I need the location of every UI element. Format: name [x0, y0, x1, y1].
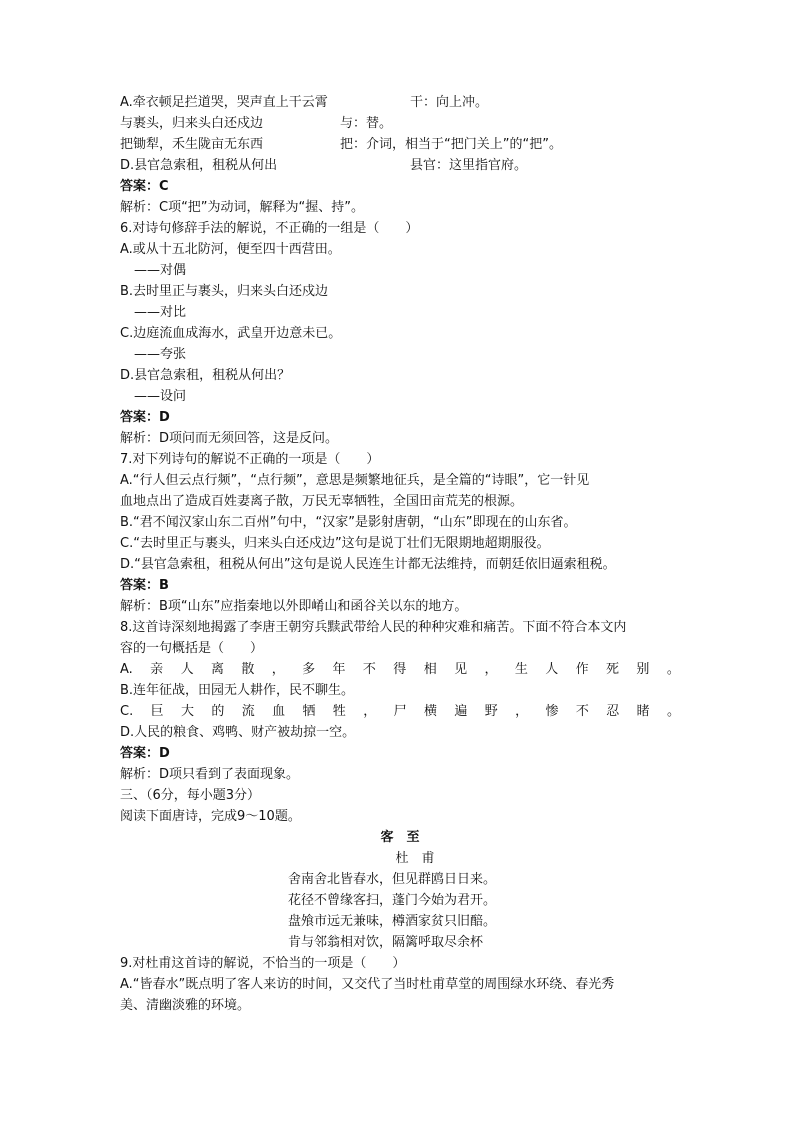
q5-row-a-right: 干：向上冲。 — [410, 95, 489, 110]
spread-char: 见 — [454, 662, 468, 677]
q7-analysis: 解析：B项“山东”应指秦地以外即崤山和函谷关以东的地方。 — [120, 599, 468, 614]
q5-row-a — [120, 92, 680, 113]
spread-char: 尸 — [393, 704, 407, 719]
q8-option-c — [120, 701, 680, 722]
spread-char: 死 — [606, 662, 620, 677]
spread-char: 野 — [484, 704, 498, 719]
q5-row-c-left: 把锄犁，禾生陇亩无东西 — [120, 137, 264, 152]
q7-option-c: C.“去时里正与裹头，归来头白还戍边”这句是说丁壮们无限期地超期服役。 — [120, 536, 550, 551]
spread-char: 遍 — [454, 704, 468, 719]
q6-option-b: B.去时里正与裹头，归来头白还戍边 — [120, 284, 329, 299]
q9-option-a-line1: A.“皆春水”既点明了客人来访的时间，又交代了当时杜甫草堂的周围绿水环绕、春光秀 — [120, 977, 615, 992]
q6-answer-label: 答案： — [120, 410, 160, 425]
spread-char: 散 — [241, 662, 255, 677]
q5-answer-label: 答案： — [120, 179, 160, 194]
spread-char: ， — [271, 662, 285, 677]
poem-line-3: 盘飧市远无兼味，樽酒家贫只旧醅。 — [288, 914, 497, 929]
q8-option-d: D.人民的粮食、鸡鸭、财产被劫掠一空。 — [120, 725, 356, 740]
spread-char: 亲 — [150, 662, 164, 677]
q5-answer-value: C — [159, 179, 169, 194]
q7-option-b: B.“君不闻汉家山东二百州”句中，“汉家”是影射唐朝，“山东”即现在的山东省。 — [120, 515, 577, 530]
q6-analysis: 解析：D项问而无须回答，这是反问。 — [120, 431, 339, 446]
q5-row-d-right: 县官：这里指官府。 — [410, 158, 528, 173]
q6-option-d-note: ——设问 — [134, 389, 187, 404]
q5-row-b — [120, 113, 680, 134]
spread-char: 人 — [545, 662, 559, 677]
spread-char: 。 — [666, 704, 680, 719]
spread-char: 年 — [332, 662, 346, 677]
poem-title: 客 至 — [380, 830, 420, 845]
spread-char: ， — [363, 704, 377, 719]
spread-char: 睹 — [636, 704, 650, 719]
poem-line-1: 舍南舍北皆春水，但见群鸥日日来。 — [288, 872, 497, 887]
q7-answer-label: 答案： — [120, 578, 160, 593]
spread-char: 不 — [575, 704, 589, 719]
spread-char: 大 — [180, 704, 194, 719]
q6-answer-value: D — [159, 410, 170, 425]
q7-answer — [120, 575, 680, 596]
q5-row-a-left: A.牵衣顿足拦道哭，哭声直上干云霄 — [120, 95, 328, 110]
spread-char: 不 — [362, 662, 376, 677]
spread-char: 。 — [666, 662, 680, 677]
q8-stem-line2: 容的一句概括是（ ） — [120, 641, 264, 656]
q6-answer — [120, 407, 680, 428]
q8-analysis: 解析：D项只看到了表面现象。 — [120, 767, 300, 782]
q7-stem: 7.对下列诗句的解说不正确的一项是（ ） — [120, 452, 380, 467]
q6-option-a-note: ——对偶 — [134, 263, 187, 278]
spread-char: 的 — [211, 704, 225, 719]
q7-option-a-line1: A.“行人但云点行频”，“点行频”，意思是频繁地征兵，是全篇的“诗眼”，它一针见 — [120, 473, 590, 488]
document-page — [120, 92, 680, 1016]
spread-char: 流 — [241, 704, 255, 719]
q5-row-c-right: 把：介词，相当于“把门关上”的“把”。 — [340, 137, 562, 152]
q6-option-c: C.边庭流血成海水，武皇开边意未已。 — [120, 326, 342, 341]
q9-stem: 9.对杜甫这首诗的解说，不恰当的一项是（ ） — [120, 956, 406, 971]
spread-char: 离 — [210, 662, 224, 677]
spread-char: ， — [515, 704, 529, 719]
spread-char: 巨 — [150, 704, 164, 719]
q8-stem-line1: 8.这首诗深刻地揭露了李唐王朝穷兵黩武带给人民的种种灾难和痛苦。下面不符合本文内 — [120, 620, 627, 635]
q5-row-c — [120, 134, 680, 155]
spread-char: 别 — [636, 662, 650, 677]
spread-char: C. — [120, 704, 134, 719]
spread-char: 生 — [514, 662, 528, 677]
q5-row-d-left: D.县官急索租，租税从何出 — [120, 158, 278, 173]
section-intro: 阅读下面唐诗，完成9～10题。 — [120, 809, 301, 824]
q5-row-b-left: 与裹头，归来头白还戍边 — [120, 116, 264, 131]
spread-char: 牺 — [302, 704, 316, 719]
section-heading: 三、（6分，每小题3分） — [120, 788, 261, 803]
q8-answer — [120, 743, 680, 764]
poem-line-4: 肯与邻翁相对饮，隔篱呼取尽余杯 — [288, 935, 484, 950]
q7-answer-value: B — [159, 578, 169, 593]
spread-char: A. — [120, 662, 133, 677]
q8-option-a — [120, 659, 680, 680]
spread-char: 牲 — [332, 704, 346, 719]
spread-char: 人 — [180, 662, 194, 677]
spread-char: 忍 — [606, 704, 620, 719]
poem-line-2: 花径不曾缘客扫，蓬门今始为君开。 — [288, 893, 497, 908]
q5-row-d — [120, 155, 680, 176]
q9-option-a-line2: 美、清幽淡雅的环境。 — [120, 998, 251, 1013]
spread-char: 血 — [272, 704, 286, 719]
q6-option-b-note: ——对比 — [134, 305, 187, 320]
spread-char: 得 — [393, 662, 407, 677]
q8-answer-label: 答案： — [120, 746, 160, 761]
q5-analysis: 解析：C项“把”为动词，解释为“握、持”。 — [120, 200, 365, 215]
q5-answer — [120, 176, 680, 197]
q5-row-b-right: 与：替。 — [340, 116, 393, 131]
spread-char: 惨 — [545, 704, 559, 719]
spread-char: 横 — [423, 704, 437, 719]
q7-option-a-line2: 血地点出了造成百姓妻离子散，万民无辜牺牲，全国田亩荒芜的根源。 — [120, 494, 524, 509]
q7-option-d: D.“县官急索租，租税从何出”这句是说人民连生计都无法维持，而朝廷依旧逼索租税。 — [120, 557, 616, 572]
q8-answer-value: D — [159, 746, 170, 761]
q6-option-a: A.或从十五北防河，便至四十西营田。 — [120, 242, 341, 257]
q6-option-d: D.县官急索租，租税从何出？ — [120, 368, 291, 383]
q6-option-c-note: ——夸张 — [134, 347, 187, 362]
q6-stem: 6.对诗句修辞手法的解说，不正确的一组是（ ） — [120, 221, 419, 236]
spread-char: ， — [484, 662, 498, 677]
spread-char: 多 — [302, 662, 316, 677]
q8-option-b: B.连年征战，田园无人耕作，民不聊生。 — [120, 683, 355, 698]
spread-char: 相 — [423, 662, 437, 677]
spread-char: 作 — [575, 662, 589, 677]
poem-author: 杜 甫 — [395, 851, 435, 866]
